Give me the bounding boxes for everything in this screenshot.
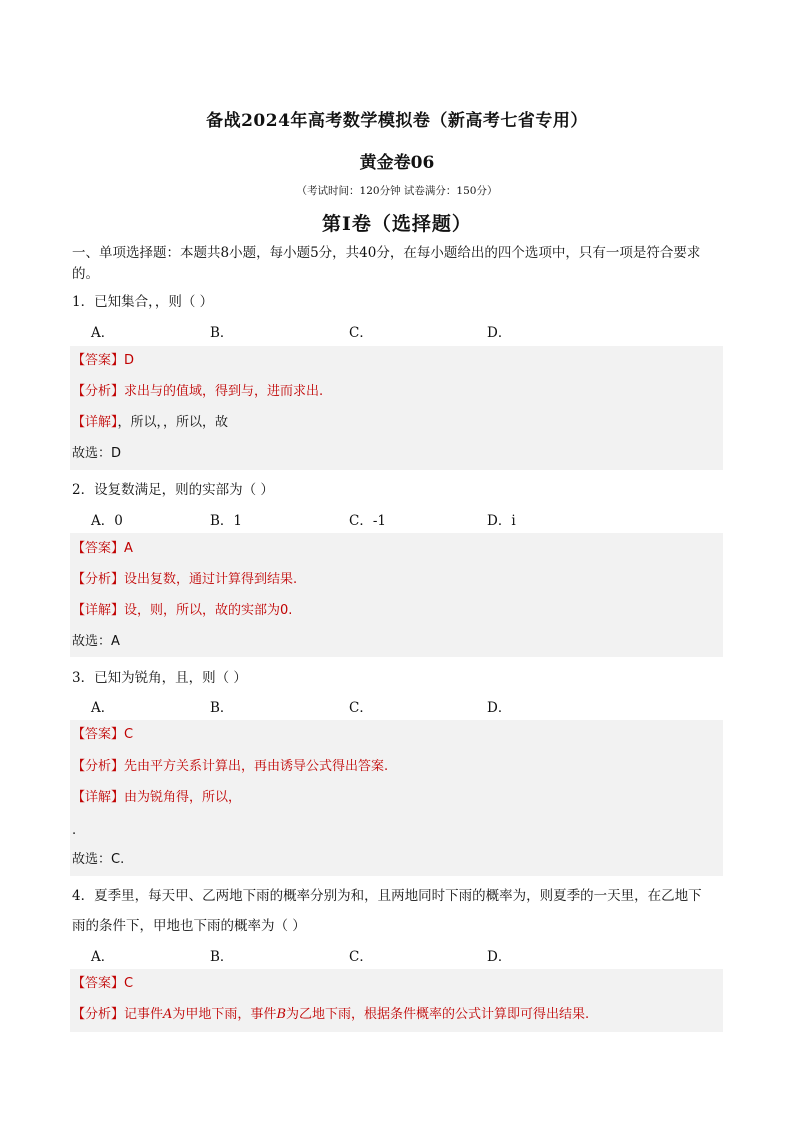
option-d: D．i <box>487 513 516 529</box>
question-4-stem-line2: 雨的条件下，甲地也下雨的概率为（ ） <box>72 918 306 934</box>
question-3-solution <box>70 720 723 876</box>
conclusion-row: 故选：A <box>72 634 120 649</box>
conclusion-row: 故选：D <box>72 446 122 461</box>
answer-row: 【答案】C <box>72 976 134 991</box>
detail-row: 【详解】设，则，所以，故的实部为0. <box>72 603 293 618</box>
exam-info: （考试时间：120分钟 试卷满分：150分） <box>296 185 498 197</box>
analysis-row: 【分析】设出复数，通过计算得到结果. <box>72 572 298 587</box>
option-c: C． <box>349 700 373 716</box>
option-b: B． <box>210 949 234 965</box>
option-a: A． <box>91 325 115 341</box>
question-1-options <box>0 321 794 341</box>
option-b: B．1 <box>210 513 243 529</box>
question-1-stem: 1．已知集合，，则（ ） <box>72 294 214 310</box>
option-c: C． <box>349 949 373 965</box>
question-2-solution <box>70 533 723 657</box>
question-3-options <box>0 696 794 716</box>
option-d: D． <box>487 700 512 716</box>
question-4-options <box>0 945 794 965</box>
question-4-stem-line1: 4．夏季里，每天甲、乙两地下雨的概率分别为和，且两地同时下雨的概率为，则夏季的一天里，在乙地下 <box>72 888 702 904</box>
exam-subtitle: 黄金卷06 <box>359 153 435 173</box>
option-b: B． <box>210 325 234 341</box>
conclusion-row: 故选：C. <box>72 852 125 867</box>
option-a: A． <box>91 700 115 716</box>
option-c: C． <box>349 325 373 341</box>
detail-row: 【详解】由为锐角得，所以， <box>72 790 242 805</box>
answer-row: 【答案】C <box>72 727 134 742</box>
option-c: C．-1 <box>349 513 386 529</box>
section-instructions: 一、单项选择题：本题共8小题，每小题5分，共40分，在每小题给出的四个选项中，只有一项是符合要求的。 <box>72 245 701 282</box>
answer-row: 【答案】A <box>72 541 133 556</box>
question-1-solution <box>70 346 723 470</box>
question-3-stem: 3．已知为锐角，且，则（ ） <box>72 670 247 686</box>
option-a: A． <box>91 949 115 965</box>
option-b: B． <box>210 700 234 716</box>
detail-row: 【详解】，所以，，所以，故 <box>72 415 229 430</box>
analysis-row: 【分析】先由平方关系计算出，再由诱导公式得出答案. <box>72 759 389 774</box>
analysis-row: 【分析】记事件A为甲地下雨，事件B为乙地下雨，根据条件概率的公式计算即可得出结果. <box>72 1007 590 1022</box>
formula-row: . <box>72 823 77 838</box>
option-d: D． <box>487 325 512 341</box>
option-a: A．0 <box>91 513 123 529</box>
question-4-solution <box>70 969 723 1032</box>
question-2-options <box>0 509 794 529</box>
question-2-stem: 2．设复数满足，则的实部为（ ） <box>72 482 274 498</box>
exam-title: 备战2024年高考数学模拟卷（新高考七省专用） <box>206 111 588 131</box>
section-heading: 第I卷（选择题） <box>322 213 472 235</box>
analysis-row: 【分析】求出与的值域，得到与，进而求出. <box>72 384 324 399</box>
answer-row: 【答案】D <box>72 353 135 368</box>
option-d: D． <box>487 949 512 965</box>
